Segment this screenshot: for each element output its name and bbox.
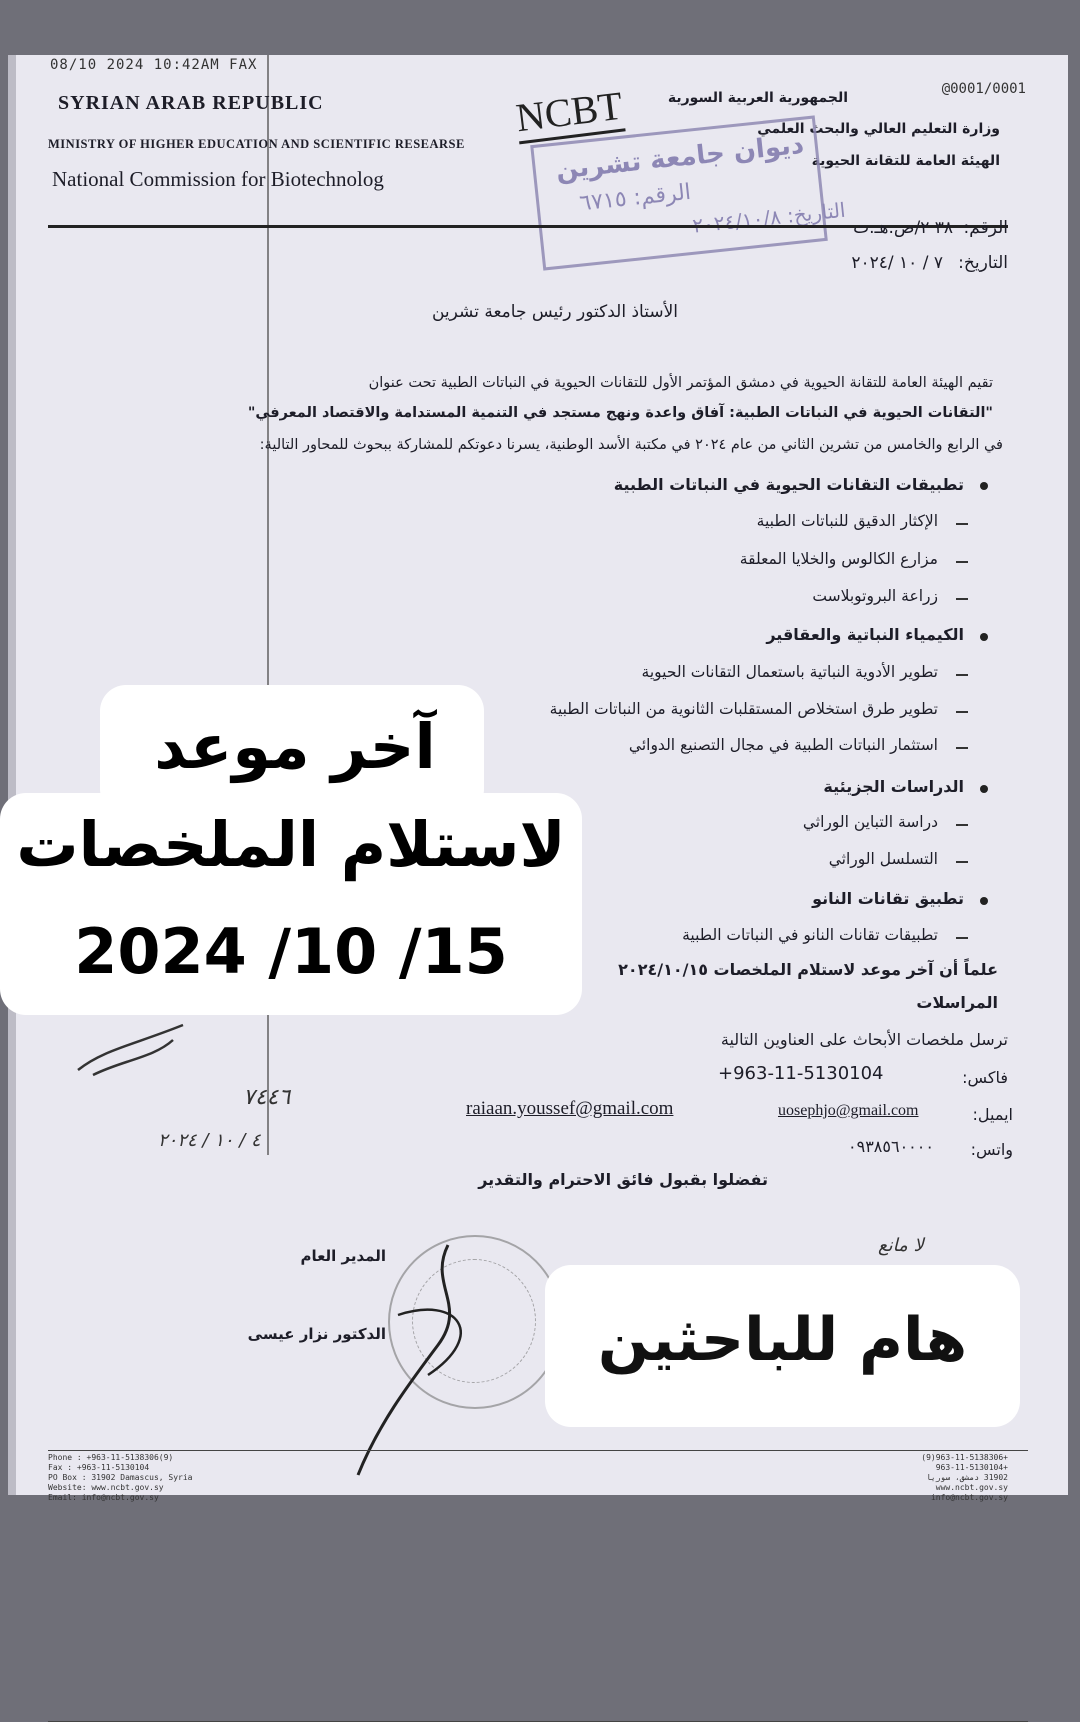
topic-item: مزارع الكالوس والخلايا المعلقة — [739, 550, 938, 568]
email-label: ايميل: — [972, 1105, 1013, 1124]
intro-line-2: "التقانات الحيوية في النباتات الطبية: آفاق واعدة ونهج مستجد في التنمية المستدامة والاقتصاد المعرفي" — [247, 405, 993, 421]
whatsapp-label: واتس: — [970, 1140, 1013, 1159]
correspondence-instruction: ترسل ملخصات الأبحاث على العناوين التالية — [720, 1030, 1008, 1049]
handwritten-number: ٧٤٤٦ — [243, 1085, 291, 1110]
dash — [956, 523, 968, 525]
email-address-1[interactable]: uosephjo@gmail.com — [778, 1102, 919, 1119]
whatsapp-number: ٠٩٣٨٥٦٠٠٠٠ — [848, 1137, 934, 1156]
dash — [956, 937, 968, 939]
signature-name: الدكتور نزار عيسى — [247, 1325, 386, 1343]
fax-header: 08/10 2024 10:42AM FAX — [50, 57, 258, 73]
handwritten-scribble — [73, 1020, 193, 1080]
signature-title: المدير العام — [300, 1247, 386, 1265]
ncbt-logo: NCBT — [513, 82, 625, 145]
dash — [956, 711, 968, 713]
email-address-2[interactable]: raiaan.youssef@gmail.com — [466, 1098, 674, 1119]
handwritten-date: ٤ / ١٠ / ٢٠٢٤ — [158, 1130, 261, 1151]
topic-title: تطبيقات التقانات الحيوية في النباتات الطبية — [613, 475, 964, 494]
stamp-line-2: الرقم: ٦٧١٥ — [578, 179, 693, 217]
bullet-dot — [980, 785, 988, 793]
deadline-date: 2024 /10 /15 — [74, 915, 508, 988]
deadline-title: آخر موعد — [154, 710, 436, 783]
deadline-note: علماً أن آخر موعد لاستلام الملخصات ٢٠٢٤/١٠/١٥ — [618, 960, 998, 979]
dash — [956, 861, 968, 863]
topic-title: الكيمياء النباتية والعقاقير — [766, 625, 964, 644]
deadline-subtitle: لاستلام الملخصات — [16, 808, 566, 881]
closing-line: تفضلوا بقبول فائق الاحترام والتقدير — [478, 1170, 768, 1189]
ref-date-label: التاريخ: — [958, 253, 1008, 273]
topic-item: تطوير الأدوية النباتية باستعمال التقانات الحيوية — [641, 663, 938, 681]
footer-contact-ar: +963-11-5138306(9) +963-11-5130104 31902 دمشق، سوريا www.ncbt.gov.sy info@ncbt.gov.sy — [921, 1453, 1008, 1502]
intro-line-3: في الرابع والخامس من تشرين الثاني من عام ٢٠٢٤ في مكتبة الأسد الوطنية، يسرنا دعوتكم للمشاركة ببحوث للمحاور التالية: — [259, 437, 1003, 453]
topic-item: زراعة البروتوبلاست — [812, 587, 938, 605]
fax-label: فاكس: — [962, 1068, 1008, 1087]
ref-number-value: ٣٨ ٢/ص.هـ.ت — [853, 218, 953, 238]
topic-item: التسلسل الوراثي — [828, 850, 938, 868]
dash — [956, 824, 968, 826]
correspondence-heading: المراسلات — [916, 993, 998, 1012]
received-stamp — [530, 115, 847, 270]
topic-item: تطبيقات تقانات النانو في النباتات الطبية — [682, 926, 938, 944]
footer-contact-en: Phone : +963-11-5138306(9) Fax : +963-11-5130104 PO Box : 31902 Damascus, Syria Website: www.ncbt.gov.sy Email: info@ncbt.gov.sy — [48, 1453, 193, 1502]
stamp-line-3: التاريخ: ٢٠٢٤/١٠/٨ — [691, 197, 847, 238]
important-text: هام للباحثين — [597, 1305, 968, 1375]
bullet-dot — [980, 633, 988, 641]
ref-date-value: ٧ / ١٠ /٢٠٢٤ — [851, 253, 943, 273]
letterhead-country-ar: الجمهورية العربية السورية — [667, 90, 848, 106]
topic-title: تطبيق تقانات النانو — [812, 889, 964, 908]
topic-item: تطوير طرق استخلاص المستقلبات الثانوية من النباتات الطبية — [549, 700, 938, 718]
letterhead-ministry-ar: وزارة التعليم العالي والبحث العلمي — [757, 121, 1000, 137]
topic-title: الدراسات الجزيئية — [823, 777, 964, 796]
topic-item: استثمار النباتات الطبية في مجال التصنيع الدوائي — [628, 736, 938, 754]
handwritten-note: لا مانع — [878, 1235, 924, 1256]
bullet-dot — [980, 482, 988, 490]
bullet-dot — [980, 897, 988, 905]
letterhead-ministry-en: MINISTRY OF HIGHER EDUCATION AND SCIENTIFIC RESEARSE — [48, 137, 465, 151]
dash — [956, 598, 968, 600]
letterhead-commission-ar: الهيئة العامة للتقانة الحيوية — [811, 153, 1000, 169]
salutation: الأستاذ الدكتور رئيس جامعة تشرين — [431, 302, 678, 322]
ref-number-label: الرقم: — [963, 218, 1008, 238]
topic-item: دراسة التباين الوراثي — [802, 813, 938, 831]
topic-item: الإكثار الدقيق للنباتات الطبية — [756, 512, 938, 530]
intro-line-1: تقيم الهيئة العامة للتقانة الحيوية في دمشق المؤتمر الأول للتقانات الحيوية في النباتات الطبية تحت عنوان — [368, 375, 993, 391]
dash — [956, 674, 968, 676]
dash — [956, 561, 968, 563]
letterhead-country-en: SYRIAN ARAB REPUBLIC — [58, 92, 324, 114]
handwritten-signature — [338, 1225, 538, 1485]
letterhead-commission-en: National Commission for Biotechnolog — [52, 167, 384, 191]
scan-edge — [8, 55, 16, 1495]
stamp-line-1: ديوان جامعة تشرين — [554, 129, 806, 186]
fax-page-number: @0001/0001 — [941, 81, 1026, 97]
important-callout — [545, 1265, 1020, 1427]
dash — [956, 747, 968, 749]
fax-number: +963-11-5130104 — [718, 1063, 884, 1084]
footer-rule — [48, 1450, 1028, 1451]
